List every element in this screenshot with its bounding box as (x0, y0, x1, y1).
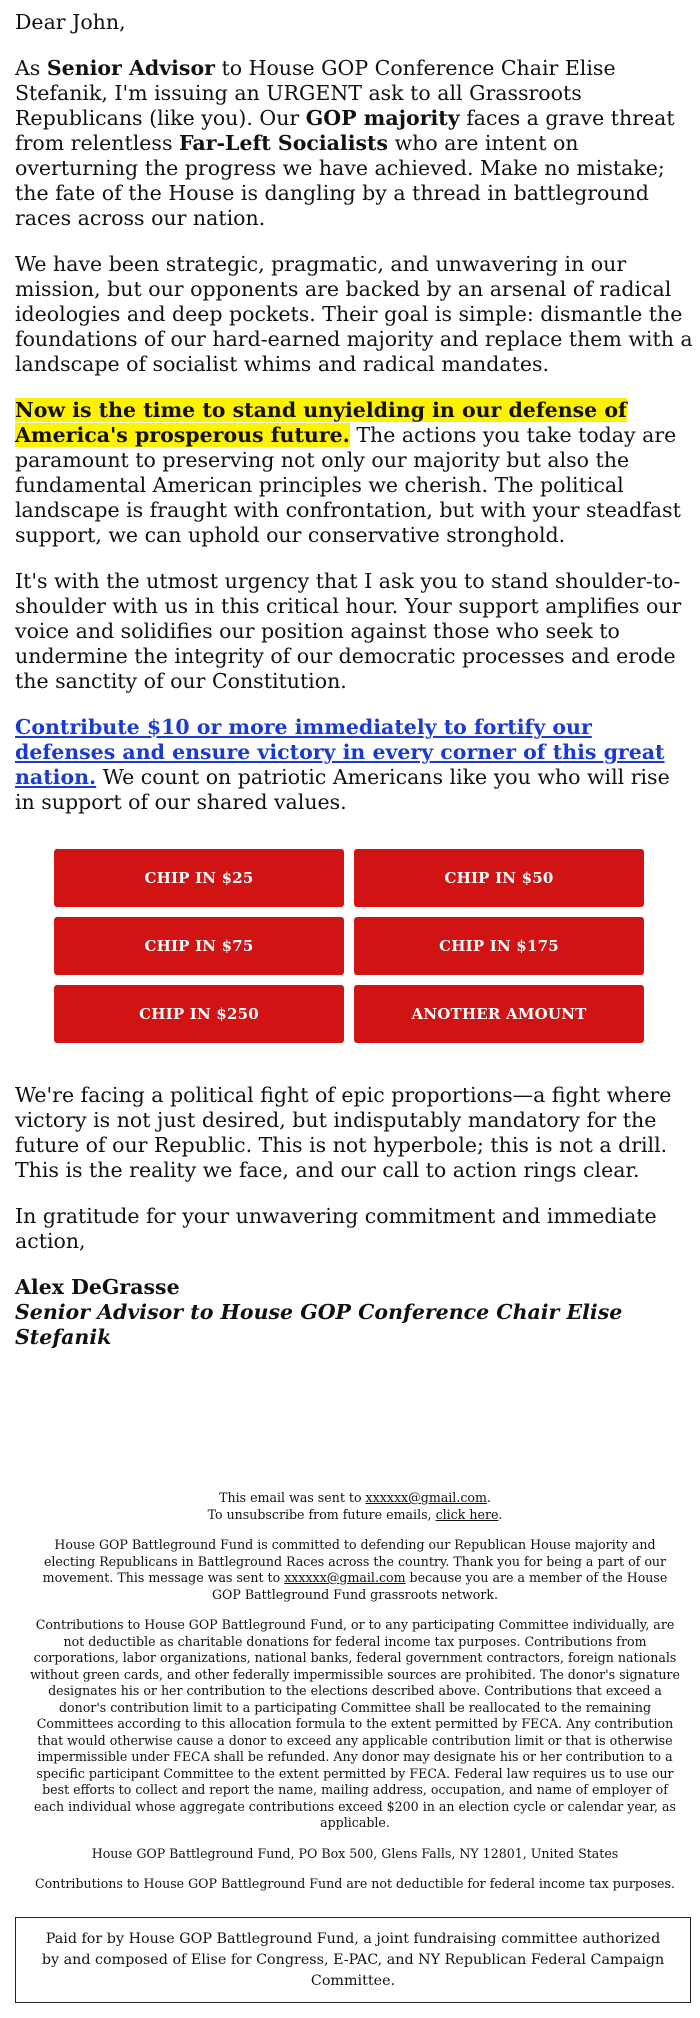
another-amount-button[interactable]: ANOTHER AMOUNT (354, 985, 644, 1043)
paragraph-epic-fight: We're facing a political fight of epic proportions—a fight where victory is not just desired, but indisputably mandatory for the future of our Republic. This is not hyperbole; this is not a drill. This is the reality we face, and our call to action rings clear. (15, 1083, 672, 1182)
now-rest-text: The actions you take today are paramount to preserving not only our majority but also the fundamental American principles we cherish. The political landscape is fraught with confrontation, but with your steadfast support, we can uphold our conservative stronghold. (15, 423, 681, 547)
footer-not-deductible: Contributions to House GOP Battleground Fund are not deductible for federal income tax purposes. (35, 1876, 675, 1891)
paragraph-urgency: It's with the utmost urgency that I ask you to stand shoulder-to-shoulder with us in this critical hour. Your support amplifies our voice and solidifies our position against those who seek to undermine the integrity of our democratic processes and erode the sanctity of our Constitution. (15, 569, 682, 693)
intro-text-1: As (15, 56, 47, 80)
email-footer (15, 1490, 695, 2003)
footer-about-text-1: House GOP Battleground Fund is committed to defending our Republican House majority and electing Republicans in Battleground Races across the country. Thank you for being a part of our movement. This message was sent to (42, 1537, 667, 1585)
footer-legal-disclaimer: Contributions to House GOP Battleground Fund, or to any participating Committee individually, are not deductible as charitable donations for federal income tax purposes. Contributions from corporations, labor organizations, national banks, federal government contractors, foreign nationals without green cards, and other federally impermissible sources are prohibited. The donor's signature designates his or her contribution to the elections described above. Contributions that exceed a donor's contribution limit to a participating Committee shall be reallocated to the remaining Committees according to this allocation formula to the extent permitted by FECA. Any contribution that would otherwise cause a donor to exceed any applicable contribution limit or that is otherwise impermissible under FECA shall be refunded. Any donor may designate his or her contribution to a specific participant Committee to the extent permitted by FECA. Federal law requires us to use our best efforts to collect and report the name, mailing address, occupation, and name of employer of each individual whose aggregate contributions exceed $200 in an election cycle or calendar year, as applicable. (30, 1617, 680, 1830)
footer-email-link[interactable]: xxxxxx@gmail.com (365, 1490, 487, 1505)
footer-sent-to (15, 1490, 695, 1507)
chip-in-50-button[interactable]: CHIP IN $50 (354, 849, 644, 907)
footer-sent-suffix: . (486, 1490, 491, 1505)
chip-in-250-button[interactable]: CHIP IN $250 (54, 985, 344, 1043)
paid-for-box: Paid for by House GOP Battleground Fund, a joint fundraising committee authorized by and composed of Elise for Congress, E-PAC, and NY Republican Federal Campaign Committee. (15, 1917, 691, 2003)
intro-bold-far-left: Far-Left Socialists (179, 131, 389, 155)
highlighted-callout: Now is the time to stand unyielding in our defense of America's prosperous future. (15, 398, 627, 447)
footer-sent-prefix: This email was sent to (219, 1490, 366, 1505)
paragraph-opponents: We have been strategic, pragmatic, and unwavering in our mission, but our opponents are backed by an arsenal of radical ideologies and deep pockets. Their goal is simple: dismantle the foundations of our hard-earned majority and replace them with a landscape of socialist whims and radical mandates. (15, 252, 693, 376)
contribute-link[interactable]: Contribute $10 or more immediately to fortify our defenses and ensure victory in every corner of this great nation. (15, 715, 665, 789)
paragraph-intro (15, 56, 695, 231)
intro-text-2: to House GOP Conference Chair Elise Stefanik, I'm issuing an URGENT ask to all Grassroots Republicans (like you). Our (15, 56, 616, 130)
footer-unsubscribe (15, 1507, 695, 1524)
chip-in-25-button[interactable]: CHIP IN $25 (54, 849, 344, 907)
footer-unsub-prefix: To unsubscribe from future emails, (207, 1506, 436, 1522)
signature-block (15, 1275, 695, 1350)
footer-about-email-link[interactable]: xxxxxx@gmail.com (284, 1570, 406, 1585)
intro-text-4: who are intent on overturning the progress we have achieved. Make no mistake; the fate of the House is dangling by a thread in battleground races across our nation. (15, 131, 665, 230)
greeting: Dear John, (15, 10, 126, 34)
unsubscribe-link[interactable]: click here (435, 1506, 499, 1522)
closing-line: In gratitude for your unwavering commitment and immediate action, (15, 1204, 657, 1253)
intro-bold-gop-majority: GOP majority (305, 106, 460, 130)
donation-button-grid (54, 849, 695, 1043)
footer-unsub-suffix: . (498, 1506, 503, 1522)
intro-bold-senior-advisor: Senior Advisor (46, 56, 215, 80)
paragraph-now-is-the-time (15, 398, 695, 548)
footer-address: House GOP Battleground Fund, PO Box 500, Glens Falls, NY 12801, United States (91, 1845, 619, 1861)
chip-in-175-button[interactable]: CHIP IN $175 (354, 917, 644, 975)
paragraph-contribute (15, 715, 695, 815)
signature-name: Alex DeGrasse (15, 1275, 180, 1299)
footer-about-text-2: because you are a member of the House GOP Battleground Fund grassroots network. (211, 1570, 668, 1602)
signature-title: Senior Advisor to House GOP Conference Chair Elise Stefanik (15, 1300, 623, 1349)
intro-text-3: faces a grave threat from relentless (15, 106, 675, 155)
footer-about (15, 1537, 695, 1603)
contribute-rest-text: We count on patriotic Americans like you who will rise in support of our shared values. (15, 765, 670, 814)
chip-in-75-button[interactable]: CHIP IN $75 (54, 917, 344, 975)
